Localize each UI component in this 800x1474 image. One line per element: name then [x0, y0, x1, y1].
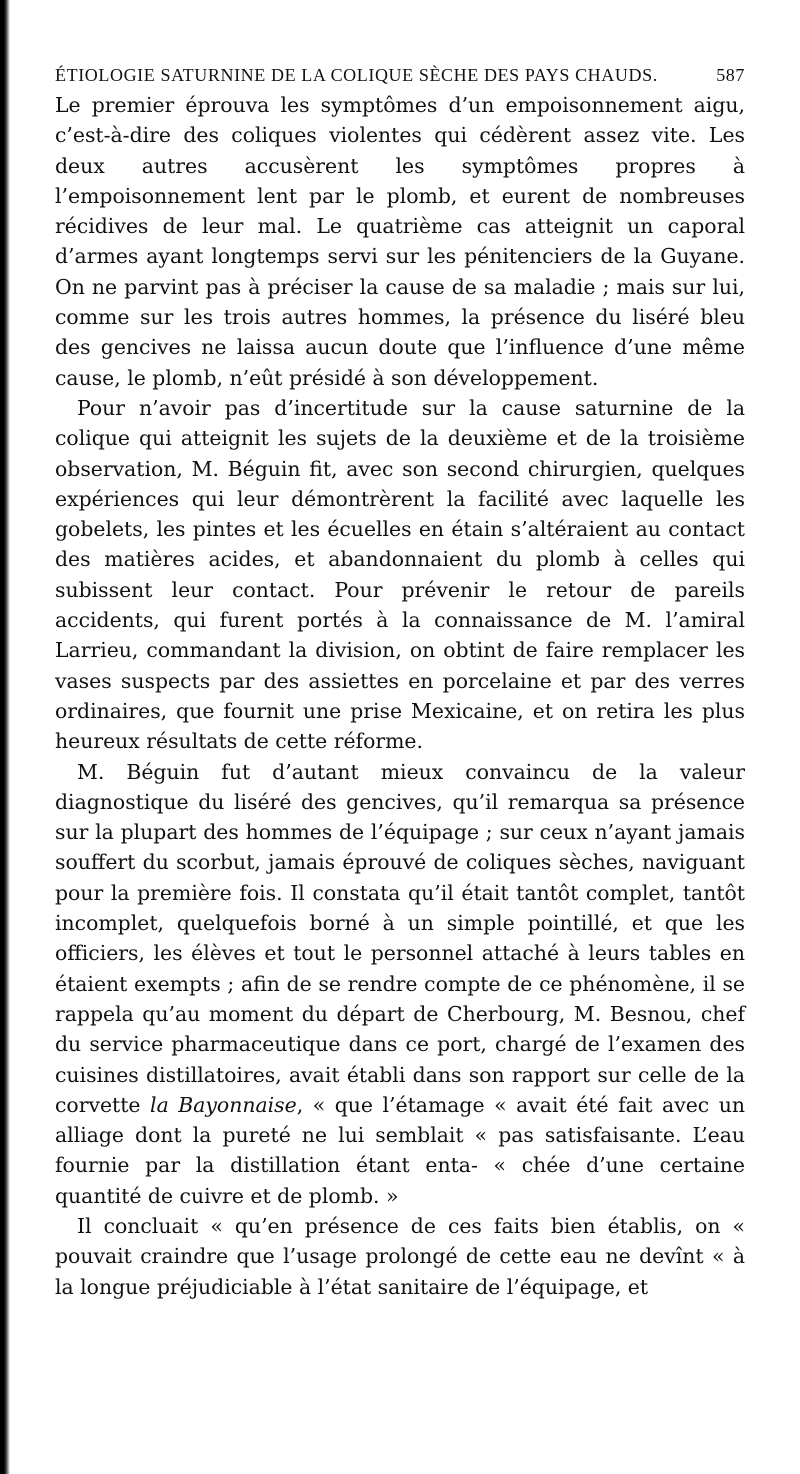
- paragraph-3-quote: , « que l’étamage « avait été fait avec un alliage dont la pureté ne lui semblait « pas satisfaisante. L’eau fournie par la distillation étant enta- « chée d’une certaine quantité de cuivre et de plomb. »: [55, 1092, 746, 1208]
- ship-name: la Bayonnaise: [150, 1092, 297, 1117]
- paragraph-3-text: M. Béguin fut d’autant mieux convaincu de la valeur diagnostique du liséré des gencives, qu’il remarqua sa présence sur la plupart des hommes de l’équipage ; sur ceux n’ayant jamais souffert du scorbut, jamais éprouvé de coliques sèches, naviguant pour la première fois. Il constata qu’il était tantôt complet, tantôt incomplet, quelquefois borné à un simple pointillé, et que les officiers, les élèves et tout le personnel attaché à leurs tables en étaient exempts ; afin de se rendre compte de ce phénomène, il se rappela qu’au moment du départ de Cherbourg, M. Besnou, chef du service pharmaceutique dans ce port, chargé de l’examen des cuisines distillatoires, avait établi dans son rapport sur celle de la corvette: [55, 759, 745, 1117]
- page-number: 587: [716, 65, 745, 85]
- paragraph-3: [55, 757, 745, 1211]
- body-text: [55, 90, 745, 1302]
- book-page: [55, 60, 745, 1302]
- paragraph-4: Il concluait « qu’en présence de ces faits bien établis, on « pouvait craindre que l’usage prolongé de cette eau ne devînt « à la longue préjudiciable à l’état sanitaire de l’équipage, et: [55, 1213, 745, 1299]
- paragraph-1: Le premier éprouva les symptômes d’un empoisonnement aigu, c’est-à-dire des coliques violentes qui cédèrent assez vite. Les deux autres accusèrent les symptômes propres à l’empoisonnement lent par le plomb, et eurent de nombreuses récidives de leur mal. Le quatrième cas atteignit un caporal d’armes ayant longtemps servi sur les pénitenciers de la Guyane. On ne parvint pas à préciser la cause de sa maladie ; mais sur lui, comme sur les trois autres hommes, la présence du liséré bleu des gencives ne laissa aucun doute que l’influence d’une même cause, le plomb, n’eût présidé à son développement.: [55, 93, 745, 390]
- running-head-title: ÉTIOLOGIE SATURNINE DE LA COLIQUE SÈCHE DES PAYS CHAUDS.: [55, 65, 658, 85]
- page-binding-edge: [0, 0, 10, 1474]
- paragraph-2: Pour n’avoir pas d’incertitude sur la cause saturnine de la colique qui atteignit les sujets de la deuxième et de la troisième observation, M. Béguin fit, avec son second chirurgien, quelques expériences qui leur démontrèrent la facilité avec laquelle les gobelets, les pintes et les écuelles en étain s’altéraient au contact des matières acides, et abandonnaient du plomb à celles qui subissent leur contact. Pour prévenir le retour de pareils accidents, qui furent portés à la connaissance de M. l’amiral Larrieu, commandant la division, on obtint de faire remplacer les vases suspects par des assiettes en porcelaine et par des verres ordinaires, que fournit une prise Mexicaine, et on retira les plus heureux résultats de cette réforme.: [55, 395, 745, 754]
- running-head: [55, 60, 745, 90]
